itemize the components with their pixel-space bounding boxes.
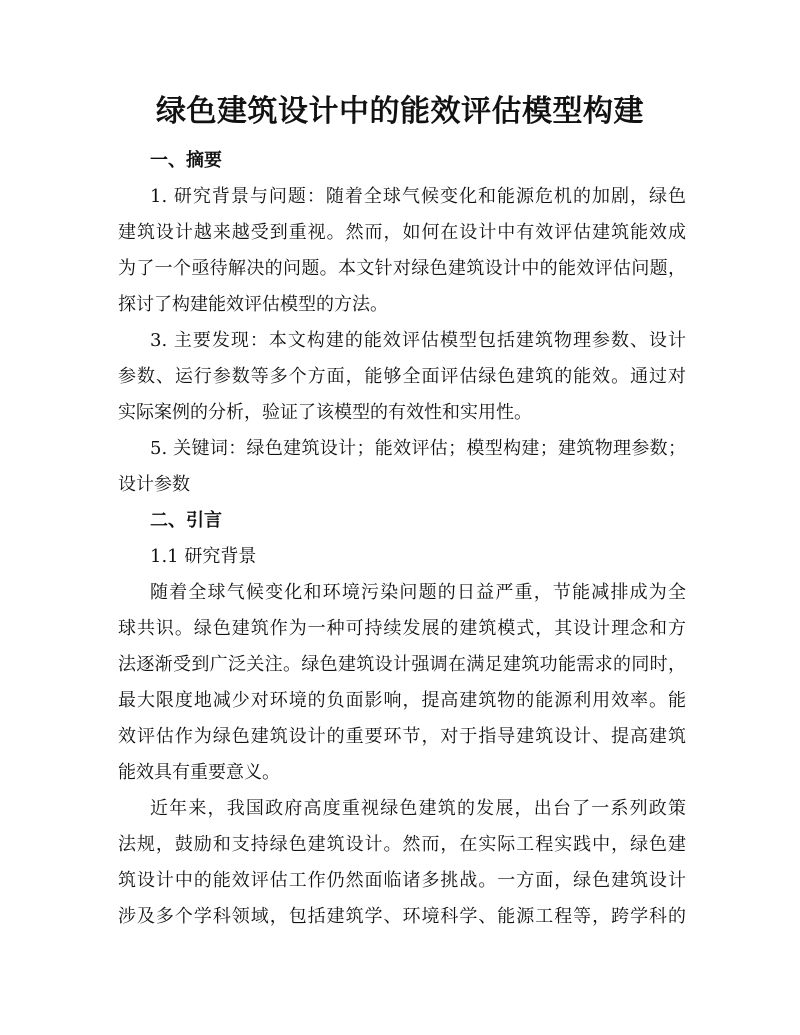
paragraph-line: 随着全球气候变化和环境污染问题的日益严重，节能减排成为全	[150, 582, 686, 603]
paragraph-line: 涉及多个学科领域，包括建筑学、环境科学、能源工程等，跨学科的	[118, 906, 686, 927]
paragraph-line: 3. 主要发现：本文构建的能效评估模型包括建筑物理参数、设计	[150, 330, 686, 351]
paragraph-line: 探讨了构建能效评估模型的方法。	[118, 294, 388, 315]
document-title: 绿色建筑设计中的能效评估模型构建	[156, 94, 644, 129]
section-heading-abstract: 一、摘要	[150, 150, 222, 171]
paragraph-line: 最大限度地减少对环境的负面影响，提高建筑物的能源利用效率。能	[118, 690, 686, 711]
section-heading-introduction: 二、引言	[150, 510, 222, 531]
paragraph-line: 实际案例的分析，验证了该模型的有效性和实用性。	[118, 402, 532, 423]
paragraph-line: 法逐渐受到广泛关注。绿色建筑设计强调在满足建筑功能需求的同时，	[118, 654, 686, 675]
paragraph-line: 法规，鼓励和支持绿色建筑设计。然而，在实际工程实践中，绿色建	[118, 834, 686, 855]
paragraph-line: 能效具有重要意义。	[118, 762, 280, 783]
paragraph-line: 参数、运行参数等多个方面，能够全面评估绿色建筑的能效。通过对	[118, 366, 686, 387]
paragraph-line: 为了一个亟待解决的问题。本文针对绿色建筑设计中的能效评估问题，	[118, 258, 686, 279]
subsection-heading: 1.1 研究背景	[150, 546, 257, 567]
paragraph-line: 设计参数	[118, 474, 190, 495]
paragraph-line: 效评估作为绿色建筑设计的重要环节，对于指导建筑设计、提高建筑	[118, 726, 686, 747]
paragraph-line: 1. 研究背景与问题：随着全球气候变化和能源危机的加剧，绿色	[150, 186, 686, 207]
paragraph-line: 近年来，我国政府高度重视绿色建筑的发展，出台了一系列政策	[150, 798, 686, 819]
paragraph-line: 5. 关键词：绿色建筑设计；能效评估；模型构建；建筑物理参数；	[150, 438, 686, 459]
paragraph-line: 筑设计中的能效评估工作仍然面临诸多挑战。一方面，绿色建筑设计	[118, 870, 686, 891]
paragraph-line: 球共识。绿色建筑作为一种可持续发展的建筑模式，其设计理念和方	[118, 618, 686, 639]
paragraph-line: 建筑设计越来越受到重视。然而，如何在设计中有效评估建筑能效成	[118, 222, 686, 243]
